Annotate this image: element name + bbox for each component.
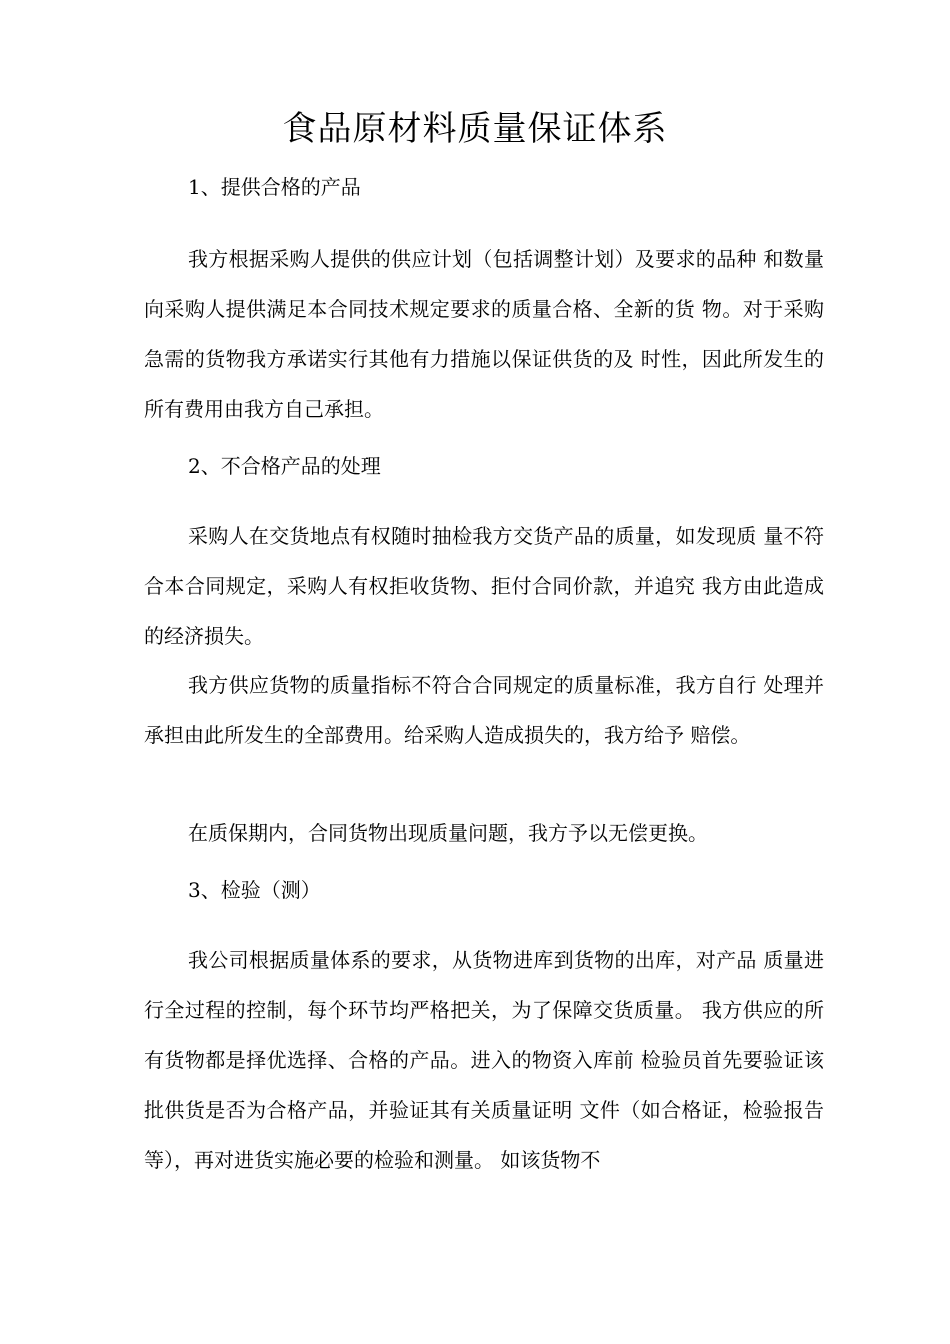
document-title: 食品原材料质量保证体系 [282,109,668,149]
section-1-paragraph-1: 我方根据采购人提供的供应计划（包括调整计划）及要求的品种 和数量向采购人提供满足本合同技术规定要求的质量合格、全新的货 物。对于采购急需的货物我方承诺实行其他有力措施以保证供货的及 时性，因此所发生的所有费用由我方自己承担。 [144,247,824,421]
section-1-heading: 1、提供合格的产品 [188,175,361,199]
section-2-paragraph-3: 在质保期内，合同货物出现质量问题，我方予以无偿更换。 [188,821,708,845]
section-2-paragraph-2: 我方供应货物的质量指标不符合合同规定的质量标准，我方自行 处理并承担由此所发生的全部费用。给采购人造成损失的，我方给予 赔偿。 [144,673,824,747]
section-3-heading: 3、检验（测） [188,878,321,902]
section-2-heading: 2、不合格产品的处理 [188,454,381,478]
section-3-paragraph-1: 我公司根据质量体系的要求，从货物进库到货物的出库，对产品 质量进行全过程的控制，每个环节均严格把关，为了保障交货质量。 我方供应的所有货物都是择优选择、合格的产品。进入的物资入库前 检验员首先要验证该批供货是否为合格产品，并验证其有关质量证明 文件（如合格证，检验报告等），再对进货实施必要的检验和测量。 如该货物不 [144,948,824,1172]
section-2-paragraph-1: 采购人在交货地点有权随时抽检我方交货产品的质量，如发现质 量不符合本合同规定，采购人有权拒收货物、拒付合同价款，并追究 我方由此造成的经济损失。 [144,524,824,648]
